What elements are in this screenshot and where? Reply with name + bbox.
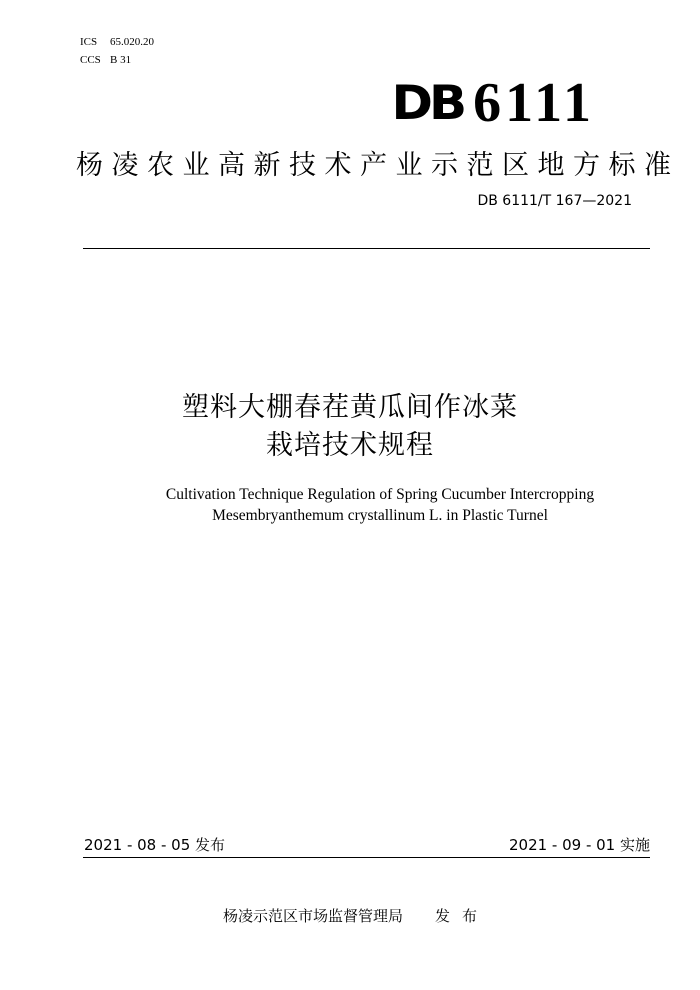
classification-codes [80, 33, 154, 69]
issuer-name: 杨凌示范区市场监督管理局 [223, 907, 404, 925]
ics-label: ICS [80, 36, 98, 48]
standard-code: DB 6111/T 167—2021 [477, 193, 632, 209]
ics-value: 65.020.20 [110, 36, 154, 48]
standard-category-name: 杨凌农业高新技术产业示范区地方标准 [76, 150, 680, 181]
ccs-value: B 31 [110, 54, 132, 66]
ics-row [80, 33, 154, 51]
title-cn-line2: 栽培技术规程 [266, 430, 434, 461]
ccs-row [80, 51, 154, 69]
db-mark-number: 6111 [473, 72, 595, 134]
title-en-line1: Cultivation Technique Regulation of Spring Cucumber Intercropping [165, 486, 595, 503]
publish-date: 2021 - 08 - 05 发布 [84, 836, 226, 854]
effective-date: 2021 - 09 - 01 实施 [508, 836, 650, 854]
ccs-label: CCS [80, 54, 101, 66]
db-standard-mark [391, 72, 595, 134]
title-en-line2: Mesembryanthemum crystallinum L. in Plastic Turnel [212, 507, 548, 524]
issuer-action: 发布 [435, 907, 490, 925]
db-mark-letters: DB [391, 75, 464, 131]
issuer [223, 905, 489, 926]
top-divider [83, 248, 650, 249]
title-cn-line1: 塑料大棚春茬黄瓜间作冰菜 [182, 392, 518, 423]
bottom-divider [83, 857, 650, 858]
